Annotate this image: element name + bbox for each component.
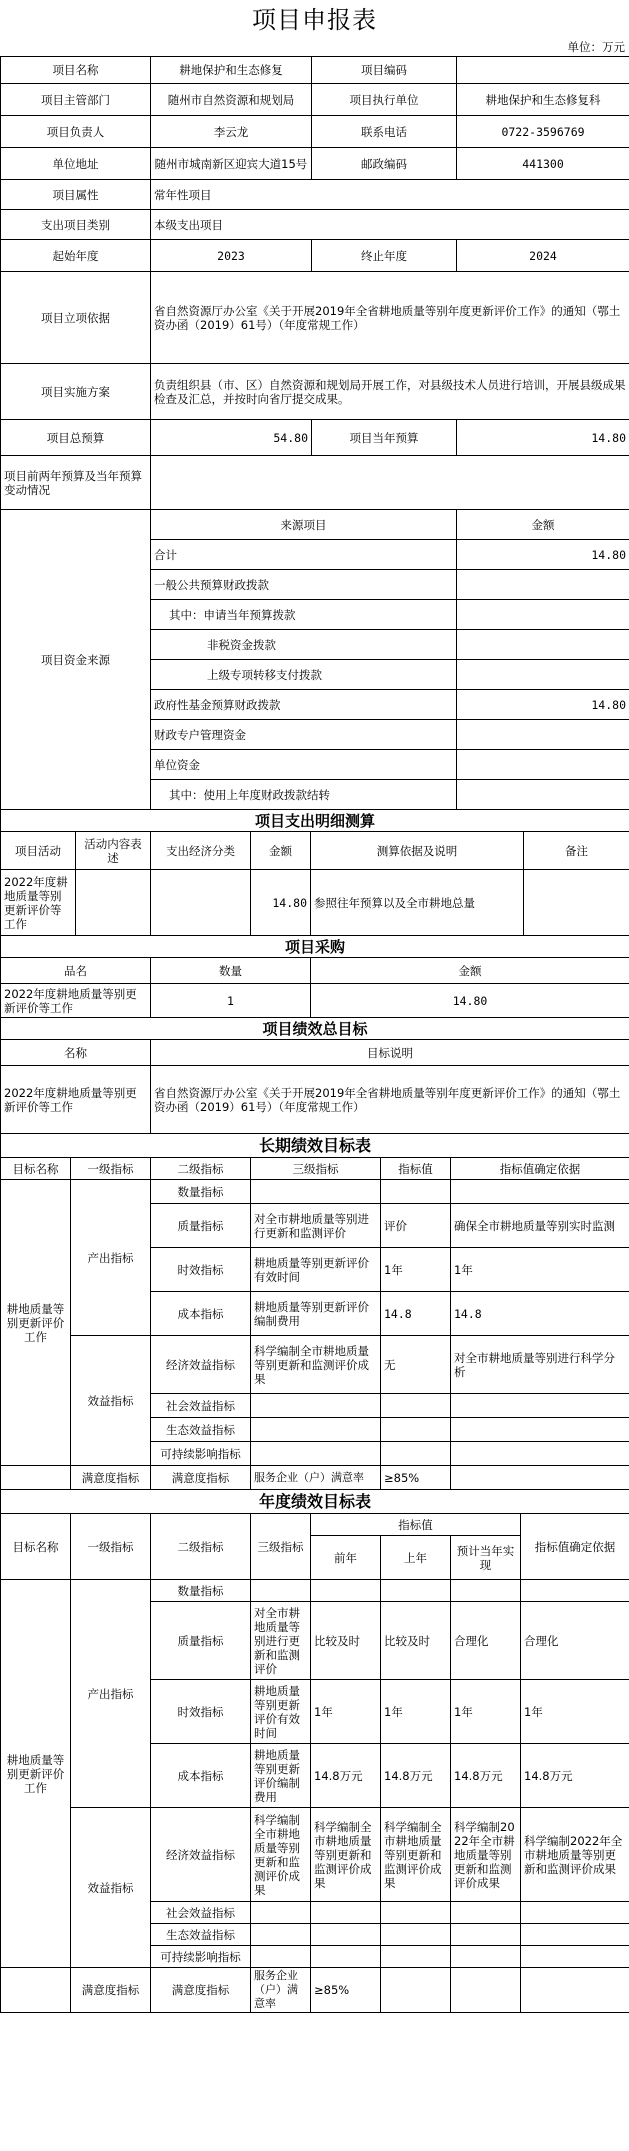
- fund-source: 政府性基金预算财政拨款: [151, 690, 457, 720]
- project-code-label: 项目编码: [312, 57, 457, 84]
- value-prev1: [381, 1924, 451, 1946]
- value-prev1: [381, 1902, 451, 1924]
- funds-header-amount: 金额: [457, 510, 629, 540]
- detail-activity: 2022年度耕地质量等别更新评价等工作: [1, 870, 76, 936]
- value-current: 合理化: [451, 1602, 521, 1680]
- indicator-basis: 确保全市耕地质量等别实时监测: [451, 1204, 629, 1248]
- level3-indicator: 科学编制全市耕地质量等别更新和监测评价成果: [251, 1808, 311, 1902]
- annual-title: 年度绩效目标表: [1, 1490, 629, 1514]
- level3-indicator: 耕地质量等别更新评价有效时间: [251, 1680, 311, 1744]
- value-prev2: [311, 1924, 381, 1946]
- level1-indicator: 产出指标: [71, 1180, 151, 1336]
- level3-indicator: [251, 1418, 381, 1442]
- purchase-title: 项目采购: [1, 936, 629, 958]
- level1-indicator: 产出指标: [71, 1580, 151, 1808]
- level3-indicator: [251, 1902, 311, 1924]
- column-header: 目标名称: [1, 1158, 71, 1180]
- table-row: [1, 1580, 629, 1602]
- column-header: 预计当年实现: [451, 1536, 521, 1580]
- column-header: 目标说明: [151, 1040, 629, 1066]
- indicator-value: 无: [381, 1336, 451, 1394]
- level3-indicator: [251, 1946, 311, 1968]
- column-header: 指标值: [311, 1514, 521, 1536]
- table-row: [1, 1466, 629, 1490]
- detail-note: [524, 870, 629, 936]
- level2-indicator: 可持续影响指标: [151, 1946, 251, 1968]
- value-prev1: 比较及时: [381, 1602, 451, 1680]
- indicator-basis: 科学编制2022年全市耕地质量等别更新和监测评价成果: [521, 1808, 629, 1902]
- fund-amount: 14.80: [457, 690, 629, 720]
- fund-source: 其中：使用上年度财政拨款结转: [151, 780, 457, 810]
- plan-label: 项目实施方案: [1, 364, 151, 420]
- funds-header-source: 来源项目: [151, 510, 457, 540]
- column-header: 支出经济分类: [151, 832, 251, 870]
- level2-indicator: 生态效益指标: [151, 1924, 251, 1946]
- indicator-value: [381, 1442, 451, 1466]
- column-header: 指标值: [381, 1158, 451, 1180]
- column-header: 数量: [151, 958, 311, 984]
- column-header: 金额: [251, 832, 311, 870]
- value-prev2: ≥85%: [311, 1968, 381, 2013]
- detail-basis: 参照往年预算以及全市耕地总量: [311, 870, 524, 936]
- value-prev2: 科学编制全市耕地质量等别更新和监测评价成果: [311, 1808, 381, 1902]
- column-header: 项目活动: [1, 832, 76, 870]
- phone-label: 联系电话: [312, 116, 457, 148]
- column-header: 目标名称: [1, 1514, 71, 1580]
- level2-indicator: 质量指标: [151, 1602, 251, 1680]
- indicator-value: ≥85%: [381, 1466, 451, 1490]
- value-current: 1年: [451, 1680, 521, 1744]
- exec-label: 项目执行单位: [312, 84, 457, 116]
- value-current: [451, 1902, 521, 1924]
- value-prev1: 14.8万元: [381, 1744, 451, 1808]
- column-header: 指标值确定依据: [451, 1158, 629, 1180]
- indicator-basis: [521, 1924, 629, 1946]
- level3-indicator: [251, 1180, 381, 1204]
- value-current: [451, 1580, 521, 1602]
- fund-source: 其中：申请当年预算拨款: [151, 600, 457, 630]
- fund-amount: [457, 750, 629, 780]
- indicator-basis: [451, 1466, 629, 1490]
- performance-table: [0, 1017, 629, 1134]
- indicator-basis: [521, 1580, 629, 1602]
- indicator-basis: 对全市耕地质量等别进行科学分析: [451, 1336, 629, 1394]
- table-row: [1, 984, 629, 1018]
- zip-label: 邮政编码: [312, 148, 457, 180]
- change-value: [151, 456, 629, 510]
- indicator-value: 14.8: [381, 1292, 451, 1336]
- indicator-basis: [521, 1946, 629, 1968]
- value-prev2: [311, 1580, 381, 1602]
- project-name-value: 耕地保护和生态修复: [151, 57, 312, 84]
- level3-indicator: 服务企业（户）满意率: [251, 1968, 311, 2013]
- level3-indicator: 服务企业（户）满意率: [251, 1466, 381, 1490]
- value-prev1: [381, 1968, 451, 2013]
- level3-indicator: [251, 1394, 381, 1418]
- fund-amount: [457, 570, 629, 600]
- level3-indicator: 耕地质量等别更新评价编制费用: [251, 1292, 381, 1336]
- indicator-value: [381, 1418, 451, 1442]
- level2-indicator: 数量指标: [151, 1580, 251, 1602]
- end-year-value: 2024: [457, 240, 629, 272]
- value-prev2: 1年: [311, 1680, 381, 1744]
- level2-indicator: 生态效益指标: [151, 1418, 251, 1442]
- level2-indicator: 时效指标: [151, 1680, 251, 1744]
- attr-value: 常年性项目: [151, 180, 629, 210]
- table-row: [1, 1180, 629, 1204]
- value-prev2: 14.8万元: [311, 1744, 381, 1808]
- start-year-value: 2023: [151, 240, 312, 272]
- detail-table: [0, 809, 629, 936]
- cat-value: 本级支出项目: [151, 210, 629, 240]
- column-header: 二级指标: [151, 1158, 251, 1180]
- indicator-value: 评价: [381, 1204, 451, 1248]
- cat-label: 支出项目类别: [1, 210, 151, 240]
- column-header: 活动内容表述: [76, 832, 151, 870]
- level3-indicator: 耕地质量等别更新评价有效时间: [251, 1248, 381, 1292]
- table-row: [1, 1968, 629, 2013]
- basis-value: 省自然资源厅办公室《关于开展2019年全省耕地质量等别年度更新评价工作》的通知（鄂土资办函（2019）61号）（年度常规工作）: [151, 272, 629, 364]
- level2-indicator: 社会效益指标: [151, 1394, 251, 1418]
- target-name: 耕地质量等别更新评价工作: [1, 1580, 71, 1968]
- level1-indicator: 效益指标: [71, 1336, 151, 1466]
- column-header: 一级指标: [71, 1158, 151, 1180]
- column-header: 名称: [1, 1040, 151, 1066]
- level2-indicator: 社会效益指标: [151, 1902, 251, 1924]
- column-header: 三级指标: [251, 1514, 311, 1580]
- value-prev1: 1年: [381, 1680, 451, 1744]
- indicator-basis: [451, 1180, 629, 1204]
- fund-source: 非税资金拨款: [151, 630, 457, 660]
- indicator-value: [381, 1394, 451, 1418]
- fund-source: 单位资金: [151, 750, 457, 780]
- value-current: [451, 1968, 521, 2013]
- level2-indicator: 数量指标: [151, 1180, 251, 1204]
- performance-desc: 省自然资源厅办公室《关于开展2019年全省耕地质量等别年度更新评价工作》的通知（鄂土资办函（2019）61号）（年度常规工作）: [151, 1066, 629, 1134]
- indicator-basis: [521, 1902, 629, 1924]
- indicator-basis: 14.8: [451, 1292, 629, 1336]
- value-current: [451, 1924, 521, 1946]
- level2-indicator: 时效指标: [151, 1248, 251, 1292]
- column-header: 金额: [311, 958, 629, 984]
- column-header: 上年: [381, 1536, 451, 1580]
- project-code-value: [457, 57, 629, 84]
- indicator-basis: 合理化: [521, 1602, 629, 1680]
- fund-source: 财政专户管理资金: [151, 720, 457, 750]
- total-budget-label: 项目总预算: [1, 420, 151, 456]
- purchase-table: [0, 935, 629, 1018]
- purchase-qty: 1: [151, 984, 311, 1018]
- level2-indicator: 经济效益指标: [151, 1808, 251, 1902]
- level2-indicator: 满意度指标: [151, 1466, 251, 1490]
- column-header: 指标值确定依据: [521, 1514, 629, 1580]
- attr-label: 项目属性: [1, 180, 151, 210]
- total-budget-value: 54.80: [151, 420, 312, 456]
- dept-value: 随州市自然资源和规划局: [151, 84, 312, 116]
- target-name: 耕地质量等别更新评价工作: [1, 1180, 71, 1466]
- level3-indicator: [251, 1442, 381, 1466]
- performance-title: 项目绩效总目标: [1, 1018, 629, 1040]
- annual-table: [0, 1489, 629, 2013]
- indicator-value: [381, 1180, 451, 1204]
- level2-indicator: 成本指标: [151, 1744, 251, 1808]
- fund-source: 合计: [151, 540, 457, 570]
- detail-title: 项目支出明细测算: [1, 810, 629, 832]
- indicator-basis: 1年: [521, 1680, 629, 1744]
- phone-value: 0722-3596769: [457, 116, 629, 148]
- dept-label: 项目主管部门: [1, 84, 151, 116]
- indicator-basis: [451, 1442, 629, 1466]
- purchase-name: 2022年度耕地质量等别更新评价等工作: [1, 984, 151, 1018]
- level3-indicator: [251, 1580, 311, 1602]
- year-budget-value: 14.80: [457, 420, 629, 456]
- fund-amount: [457, 660, 629, 690]
- plan-value: 负责组织县（市、区）自然资源和规划局开展工作，对县级技术人员进行培训，开展县级成果检查及汇总，并按时向省厅提交成果。: [151, 364, 629, 420]
- long-term-table: [0, 1133, 629, 1490]
- fund-amount: [457, 630, 629, 660]
- table-row: [1, 1808, 629, 1902]
- indicator-basis: [451, 1394, 629, 1418]
- leader-label: 项目负责人: [1, 116, 151, 148]
- indicator-basis: [451, 1418, 629, 1442]
- leader-value: 李云龙: [151, 116, 312, 148]
- level2-indicator: 成本指标: [151, 1292, 251, 1336]
- value-prev2: [311, 1946, 381, 1968]
- page-title: 项目申报表: [252, 6, 377, 34]
- value-current: [451, 1946, 521, 1968]
- value-prev1: 科学编制全市耕地质量等别更新和监测评价成果: [381, 1808, 451, 1902]
- level3-indicator: 对全市耕地质量等别进行更新和监测评价: [251, 1602, 311, 1680]
- column-header: 备注: [524, 832, 629, 870]
- project-name-label: 项目名称: [1, 57, 151, 84]
- column-header: 测算依据及说明: [311, 832, 524, 870]
- start-year-label: 起始年度: [1, 240, 151, 272]
- level3-indicator: 对全市耕地质量等别进行更新和监测评价: [251, 1204, 381, 1248]
- funds-label: 项目资金来源: [1, 510, 151, 810]
- exec-value: 耕地保护和生态修复科: [457, 84, 629, 116]
- indicator-basis: [521, 1968, 629, 2013]
- value-prev2: [311, 1902, 381, 1924]
- column-header: 三级指标: [251, 1158, 381, 1180]
- fund-source: 上级专项转移支付拨款: [151, 660, 457, 690]
- fund-source: 一般公共预算财政拨款: [151, 570, 457, 600]
- purchase-amount: 14.80: [311, 984, 629, 1018]
- performance-name: 2022年度耕地质量等别更新评价等工作: [1, 1066, 151, 1134]
- value-prev1: [381, 1580, 451, 1602]
- unit-label: 单位：万元: [567, 40, 625, 54]
- basic-info-table: [0, 56, 629, 510]
- column-header: 前年: [311, 1536, 381, 1580]
- end-year-label: 终止年度: [312, 240, 457, 272]
- indicator-basis: 1年: [451, 1248, 629, 1292]
- table-row: [1, 1336, 629, 1394]
- table-row: [1, 870, 629, 936]
- fund-amount: [457, 720, 629, 750]
- value-prev2: 比较及时: [311, 1602, 381, 1680]
- addr-label: 单位地址: [1, 148, 151, 180]
- value-current: 科学编制2022年全市耕地质量等别更新和监测评价成果: [451, 1808, 521, 1902]
- detail-econ: [151, 870, 251, 936]
- level1-indicator: 满意度指标: [71, 1466, 151, 1490]
- fund-amount: [457, 600, 629, 630]
- value-current: 14.8万元: [451, 1744, 521, 1808]
- fund-amount: 14.80: [457, 540, 629, 570]
- column-header: 一级指标: [71, 1514, 151, 1580]
- change-label: 项目前两年预算及当年预算变动情况: [1, 456, 151, 510]
- level3-indicator: 耕地质量等别更新评价编制费用: [251, 1744, 311, 1808]
- indicator-basis: 14.8万元: [521, 1744, 629, 1808]
- level2-indicator: 经济效益指标: [151, 1336, 251, 1394]
- detail-amount: 14.80: [251, 870, 311, 936]
- fund-amount: [457, 780, 629, 810]
- level2-indicator: 质量指标: [151, 1204, 251, 1248]
- column-header: 品名: [1, 958, 151, 984]
- basis-label: 项目立项依据: [1, 272, 151, 364]
- level3-indicator: [251, 1924, 311, 1946]
- level3-indicator: 科学编制全市耕地质量等别更新和监测评价成果: [251, 1336, 381, 1394]
- level1-indicator: 满意度指标: [71, 1968, 151, 2013]
- long-term-title: 长期绩效目标表: [1, 1134, 629, 1158]
- level1-indicator: 效益指标: [71, 1808, 151, 1968]
- detail-content: [76, 870, 151, 936]
- level2-indicator: 满意度指标: [151, 1968, 251, 2013]
- year-budget-label: 项目当年预算: [312, 420, 457, 456]
- table-row: [1, 1066, 629, 1134]
- funds-table: [0, 509, 629, 810]
- value-prev1: [381, 1946, 451, 1968]
- column-header: 二级指标: [151, 1514, 251, 1580]
- zip-value: 441300: [457, 148, 629, 180]
- indicator-value: 1年: [381, 1248, 451, 1292]
- addr-value: 随州市城南新区迎宾大道15号: [151, 148, 312, 180]
- level2-indicator: 可持续影响指标: [151, 1442, 251, 1466]
